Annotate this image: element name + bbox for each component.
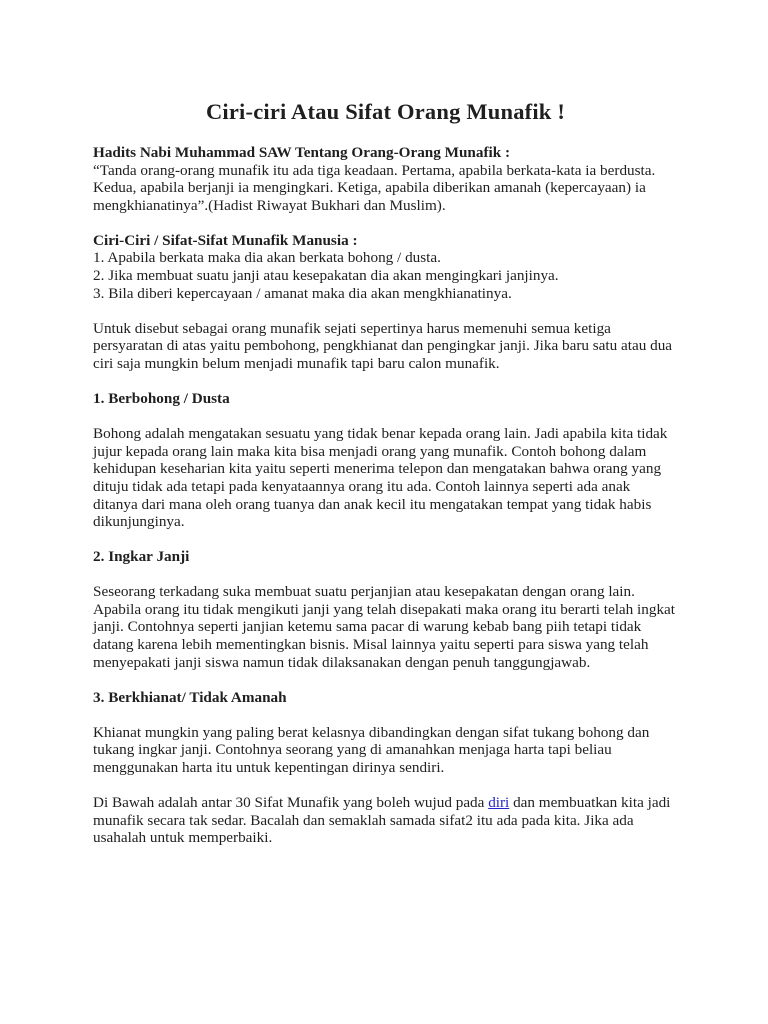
section-1-body: Bohong adalah mengatakan sesuatu yang tidak benar kepada orang lain. Jadi apabila kita tidak jujur kepada orang lain maka kita bisa menjadi orang yang munafik. Contoh bohong dalam kehidupan keseharian kita yaitu seperti menerima telepon dan mengatakan bahwa orang yang dituju tidak ada tetapi pada kenyataannya orang itu ada. Contoh lainnya seperti ada anak ditanya dari mana oleh orang tuanya dan anak kecil itu mengatakan tempat yang tidak habis dikunjunginya. [93, 425, 668, 531]
section-3-berkhianat [93, 689, 678, 777]
ciri-summary-block [93, 320, 678, 373]
section-1-heading: 1. Berbohong / Dusta [93, 390, 230, 408]
section-1-berbohong [93, 390, 678, 531]
closing-paragraph [93, 794, 678, 847]
hadits-body: “Tanda orang-orang munafik itu ada tiga keadaan. Pertama, apabila berkata-kata ia berdusta. Kedua, apabila berjanji ia mengingkari. Ketiga, apabila diberikan amanah (kepercayaan) ia mengkhianatinya”.(Hadist Riwayat Bukhari dan Muslim). [93, 161, 656, 214]
ciri-heading: Ciri-Ciri / Sifat-Sifat Munafik Manusia : [93, 231, 358, 249]
list-item: 3. Bila diberi kepercayaan / amanat maka dia akan mengkhianatinya. [93, 284, 512, 302]
closing-text-before: Di Bawah adalah antar 30 Sifat Munafik yang boleh wujud pada [93, 794, 489, 812]
ciri-list [93, 249, 678, 302]
section-2-heading: 2. Ingkar Janji [93, 548, 190, 566]
document-content [93, 98, 678, 864]
section-2-ingkar-janji [93, 548, 678, 671]
hadits-heading: Hadits Nabi Muhammad SAW Tentang Orang-Orang Munafik : [93, 144, 511, 161]
list-item: 1. Apabila berkata maka dia akan berkata bohong / dusta. [93, 249, 441, 267]
section-3-body: Khianat mungkin yang paling berat kelasnya dibandingkan dengan sifat tukang bohong dan tukang ingkar janji. Contohnya seorang yang di amanahkan menjaga harta tapi beliau menggunakan harta itu untuk kepentingan dirinya sendiri. [93, 723, 650, 777]
closing-paragraph-block [93, 794, 678, 847]
diri-link[interactable]: diri [488, 794, 510, 812]
ciri-summary: Untuk disebut sebagai orang munafik sejati sepertinya harus memenuhi semua ketiga persyaratan di atas yaitu pembohong, pengkhianat dan pengingkar janji. Jika baru satu atau dua ciri saja mungkin belum menjadi munafik tapi baru calon munafik. [93, 319, 673, 372]
hadits-section [93, 144, 678, 214]
closing-text-after: dan membuatkan kita jadi munafik secara tak sedar. Bacalah dan semaklah samada sifat2 itu ada pada kita. Jika ada usahalah untuk memperbaiki. [93, 794, 671, 847]
list-item: 2. Jika membuat suatu janji atau kesepakatan dia akan mengingkari janjinya. [93, 267, 559, 285]
page-title: Ciri-ciri Atau Sifat Orang Munafik ! [205, 99, 566, 124]
ciri-section [93, 232, 678, 302]
section-2-body: Seseorang terkadang suka membuat suatu perjanjian atau kesepakatan dengan orang lain. Apabila orang itu tidak mengikuti janji yang telah disepakati maka orang itu berarti telah ingkat janji. Contohnya seperti janjian ketemu sama pacar di warung kebab bang piih tetapi tidak datang karena lebih mementingkan bisnis. Misal lainnya yaitu seperti para siswa yang telah menyepakati janji siswa namun tidak dilaksanakan dengan penuh tanggungjawab. [93, 583, 676, 671]
section-3-heading: 3. Berkhianat/ Tidak Amanah [93, 688, 287, 706]
